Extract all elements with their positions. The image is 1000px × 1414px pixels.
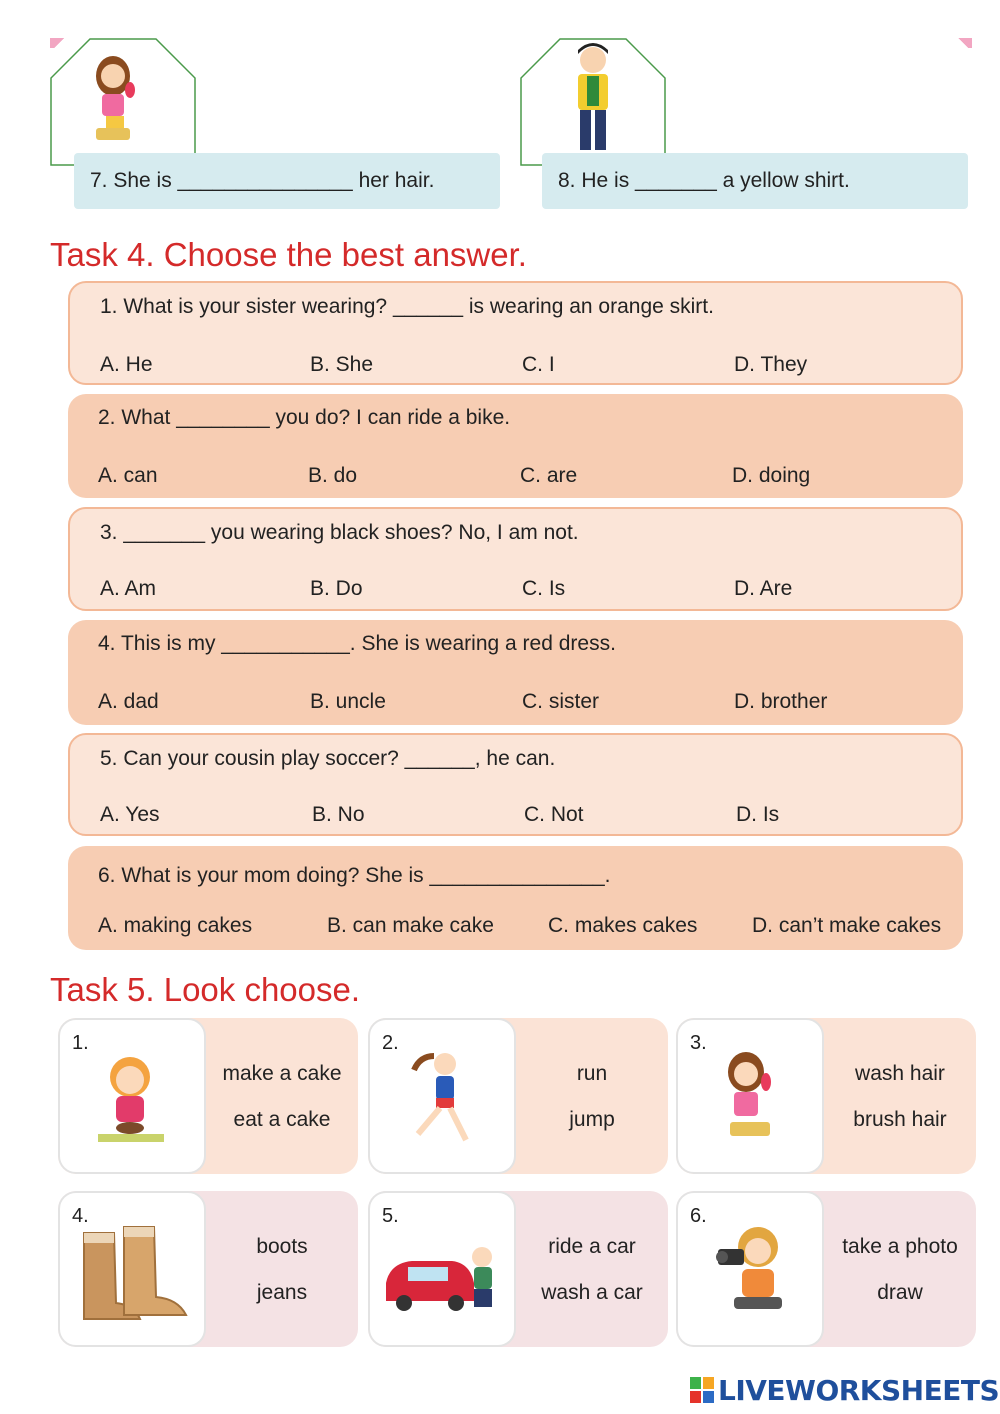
choice-2[interactable]: draw — [877, 1281, 923, 1304]
task5-card-3 — [676, 1018, 976, 1174]
option-c[interactable]: C. I — [522, 353, 555, 376]
option-a[interactable]: A. He — [100, 353, 153, 376]
question-text: 4. This is my ___________. She is wearing a red dress. — [98, 632, 616, 655]
option-b[interactable]: B. She — [310, 353, 374, 376]
option-b[interactable]: B. Do — [310, 577, 363, 600]
question-3 — [68, 507, 963, 611]
liveworksheets-logo — [690, 1374, 999, 1406]
sentence-7: 7. She is _______________ her hair. — [74, 153, 500, 209]
choice-2[interactable]: jump — [569, 1108, 615, 1131]
question-text: 3. _______ you wearing black shoes? No, I am not. — [100, 521, 579, 544]
task5-card-2 — [368, 1018, 668, 1174]
choice-1[interactable]: make a cake — [222, 1062, 342, 1085]
girl-brushing-hair-frame — [50, 38, 196, 166]
boots-icon — [74, 1223, 194, 1333]
question-text: 1. What is your sister wearing? ______ is wearing an orange skirt. — [100, 295, 714, 318]
boy-camera-icon — [698, 1215, 798, 1325]
boy-yellow-shirt-icon — [520, 38, 666, 166]
card-number: 1. — [72, 1032, 89, 1054]
option-b[interactable]: B. uncle — [310, 690, 386, 713]
girl-brushing-hair-icon — [50, 38, 196, 166]
brand-name: LIVEWORKSHEETS — [718, 1373, 1000, 1407]
task5-card-6 — [676, 1191, 976, 1347]
card-number: 2. — [382, 1032, 399, 1054]
question-1 — [68, 281, 963, 385]
option-b[interactable]: B. No — [312, 803, 365, 826]
task-5-title: Task 5. Look choose. — [50, 971, 361, 1008]
question-2 — [68, 394, 963, 498]
choice-1[interactable]: run — [576, 1062, 608, 1085]
girl-baking-cake-icon — [80, 1042, 180, 1152]
option-a[interactable]: A. Yes — [100, 803, 160, 826]
option-c[interactable]: C. Not — [524, 803, 584, 826]
option-c[interactable]: C. makes cakes — [548, 914, 698, 937]
option-c[interactable]: C. are — [520, 464, 578, 487]
card-number: 4. — [72, 1205, 89, 1227]
choice-1[interactable]: take a photo — [842, 1235, 958, 1258]
option-d[interactable]: D. brother — [734, 690, 828, 713]
sentence-8: 8. He is _______ a yellow shirt. — [542, 153, 968, 209]
option-d[interactable]: D. Are — [734, 577, 793, 600]
corner-decoration-right — [954, 38, 972, 48]
task5-card-1 — [58, 1018, 358, 1174]
option-d[interactable]: D. They — [734, 353, 808, 376]
girl-running-icon — [390, 1042, 490, 1152]
question-text: 5. Can your cousin play soccer? ______, he can. — [100, 747, 556, 770]
choice-2[interactable]: brush hair — [853, 1108, 947, 1131]
option-c[interactable]: C. sister — [522, 690, 600, 713]
choice-2[interactable]: jeans — [256, 1281, 308, 1304]
option-a[interactable]: A. dad — [98, 690, 159, 713]
option-b[interactable]: B. do — [308, 464, 358, 487]
task-4-title: Task 4. Choose the best answer. — [50, 236, 527, 273]
option-a[interactable]: A. can — [98, 464, 158, 487]
task5-card-5 — [368, 1191, 668, 1347]
card-number: 5. — [382, 1205, 399, 1227]
option-d[interactable]: D. doing — [732, 464, 811, 487]
option-d[interactable]: D. can’t make cakes — [752, 914, 942, 937]
liveworksheets-logo-icon — [690, 1377, 714, 1403]
option-d[interactable]: D. Is — [736, 803, 780, 826]
choice-1[interactable]: ride a car — [548, 1235, 636, 1258]
question-5 — [68, 733, 963, 836]
girl-brushing-hair-icon — [698, 1042, 798, 1152]
question-4 — [68, 620, 963, 725]
task5-card-4 — [58, 1191, 358, 1347]
question-6 — [68, 846, 963, 950]
choice-1[interactable]: wash hair — [855, 1062, 945, 1085]
option-a[interactable]: A. Am — [100, 577, 157, 600]
card-number: 3. — [690, 1032, 707, 1054]
boy-yellow-shirt-frame — [520, 38, 666, 166]
boy-washing-car-icon — [382, 1223, 502, 1333]
option-c[interactable]: C. Is — [522, 577, 566, 600]
option-a[interactable]: A. making cakes — [98, 914, 253, 937]
question-text: 2. What ________ you do? I can ride a bike. — [98, 406, 511, 429]
question-text: 6. What is your mom doing? She is _______________. — [98, 864, 611, 887]
choice-1[interactable]: boots — [256, 1235, 308, 1258]
option-b[interactable]: B. can make cake — [327, 914, 494, 937]
choice-2[interactable]: eat a cake — [233, 1108, 331, 1131]
card-number: 6. — [690, 1205, 707, 1227]
choice-2[interactable]: wash a car — [541, 1281, 643, 1304]
